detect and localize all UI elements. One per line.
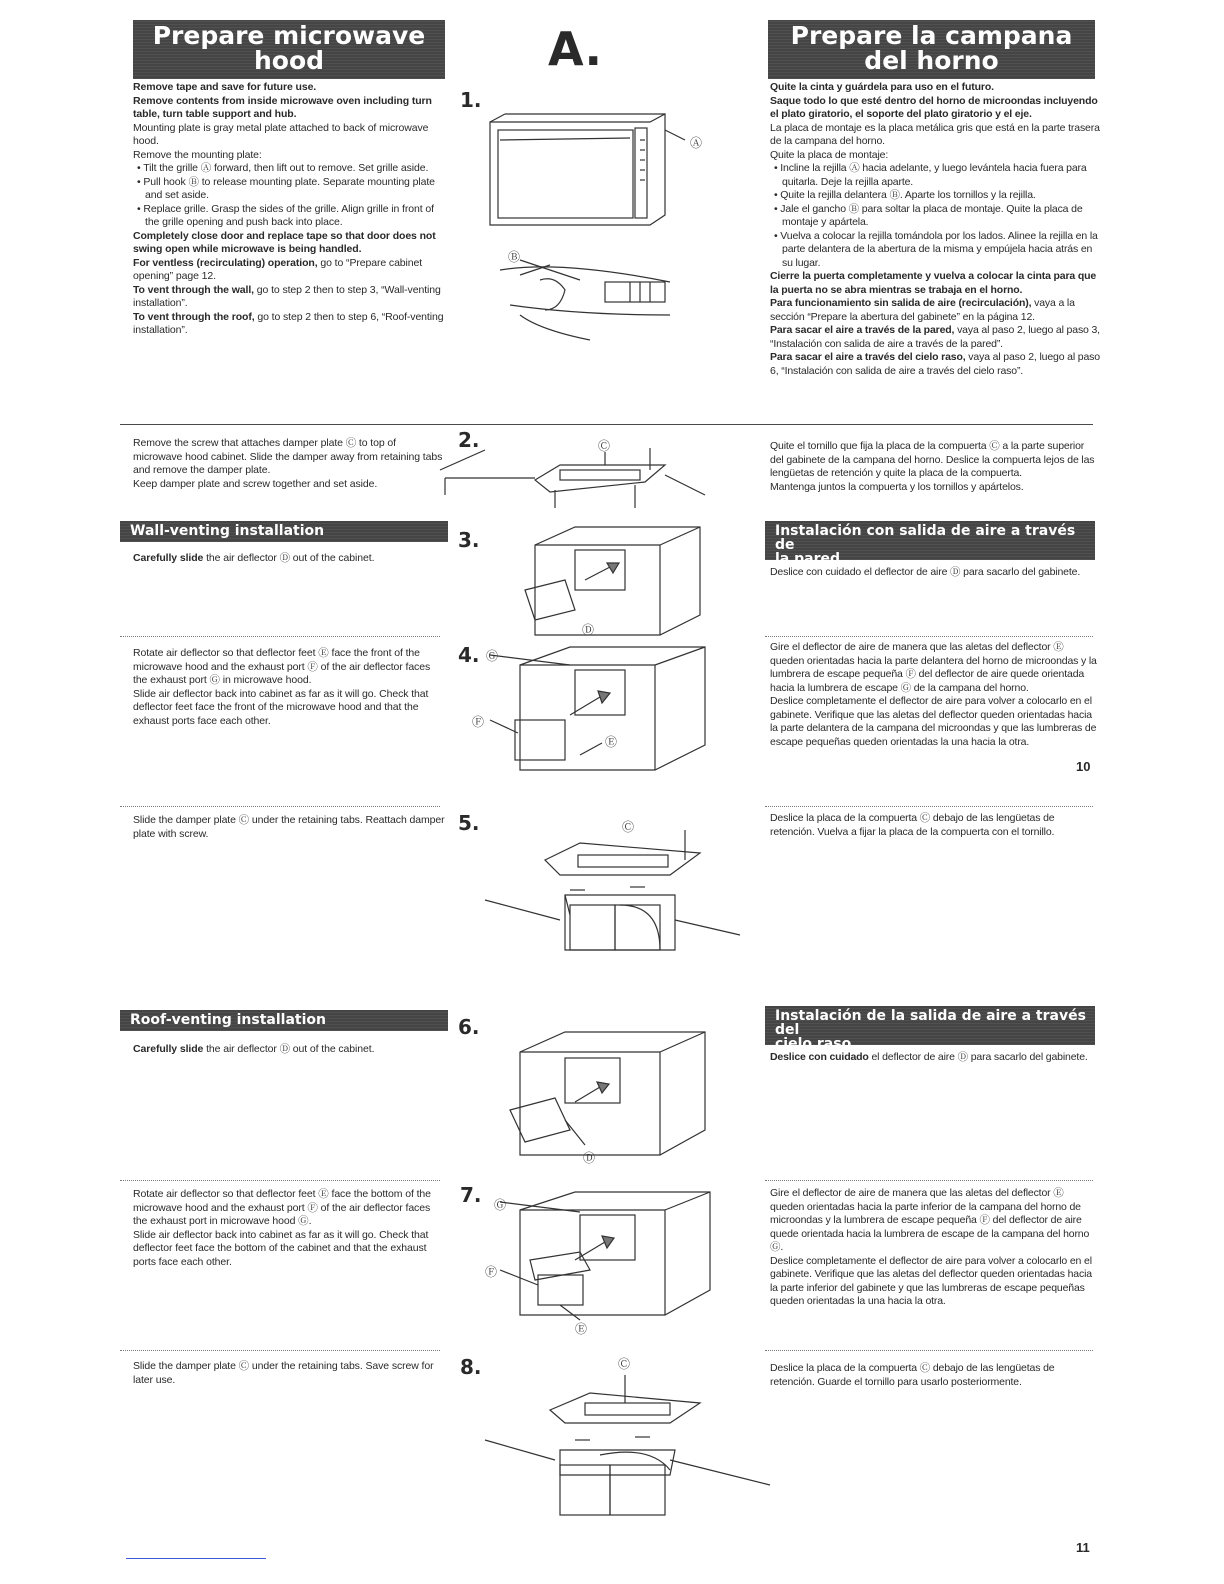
step6-en-rest: the air deflector Ⓓ out of the cabinet. [203, 1043, 375, 1055]
step2-english-text [133, 437, 445, 491]
step6-es-bold: Deslice con cuidado [770, 1051, 869, 1063]
footer-link-rule [126, 1558, 266, 1559]
step4-es-p1: Gire el deflector de aire de manera que las aletas del deflector Ⓔ queden orientadas hacia la parte delantera del horno de microondas y la lumbrera de escape pequeña Ⓕ del deflector de aire quede orientada hacia la lumbrera de escape Ⓖ de la campana del horno. [770, 641, 1097, 694]
page-number: 11 [1076, 1540, 1090, 1555]
divider-4 [120, 1180, 440, 1181]
step8-number: 8. [460, 1355, 482, 1379]
step1-en-bullet2: • Pull hook Ⓑ to release mounting plate. Separate mounting plate and set aside. [137, 175, 435, 201]
step1-en-bullet3: • Replace grille. Grasp the sides of the grille. Align grille in front of the grille opening and push back into place. [137, 202, 434, 228]
step3-label-d: Ⓓ [582, 623, 595, 637]
step7-label-e: Ⓔ [575, 1322, 588, 1336]
title-en-line1: Prepare microwave [152, 21, 426, 50]
divider-5 [120, 1350, 440, 1351]
section-letter: A. [548, 22, 602, 76]
step5-spanish-text [770, 812, 1100, 839]
step1-en-p8: go to step 2 then to step 6, “Roof-venting installation”. [133, 310, 444, 336]
step1-es-p5: Cierre la puerta completamente y vuelva a colocar la cinta para que la puerta no se abra mientras se trabaja en el horno. [770, 270, 1097, 296]
title-en-line2: hood [253, 46, 325, 75]
step1-es-bullet1: • Incline la rejilla Ⓐ hacia adelante, y luego levántela hacia fuera para quitarla. Deje la rejilla aparte. [774, 162, 1087, 188]
step1-en-p1: Remove tape and save for future use. [133, 81, 317, 93]
step7-number: 7. [460, 1183, 482, 1207]
step4-number: 4. [458, 643, 480, 667]
step3-english-text [133, 552, 445, 566]
step4-es-p2: Deslice completamente el deflector de aire para volver a colocarlo en el gabinete. Verifique que las aletas del deflector queden orientadas hacia la parte delantera de la campana del microondas y que las lumbreras de escape pequeñas queden orientadas la una hacia la otra. [770, 695, 1097, 748]
step7-label-g: Ⓖ [494, 1198, 507, 1212]
step1-es-p3: La placa de montaje es la placa metálica gris que está en la parte trasera de la campana del horno. [770, 121, 1100, 147]
step3-spanish-text [770, 566, 1100, 580]
title-es-line1: Prepare la campana [790, 21, 1073, 50]
wall-venting-title-es-1: Instalación con salida de aire a través de [775, 523, 1076, 553]
step4-label-e: Ⓔ [605, 735, 618, 749]
roof-venting-title-es-1: Instalación de la salida de aire a través del [775, 1008, 1086, 1038]
step1-en-p7-bold: To vent through the wall, [133, 283, 254, 296]
step6-deflector-illustration [505, 1030, 715, 1160]
wall-venting-title-en: Wall-venting installation [130, 523, 325, 539]
step2-en-p2: Keep damper plate and screw together and set aside. [133, 477, 378, 490]
wall-venting-banner-es [765, 521, 1095, 567]
step6-english-text [133, 1043, 445, 1057]
step1-en-p3: Mounting plate is gray metal plate attached to back of microwave hood. [133, 121, 429, 147]
step1-en-p2: Remove contents from inside microwave oven including turn table, turn table support and hub. [133, 94, 432, 120]
step1-english-text [133, 81, 445, 338]
divider-2b [765, 636, 1093, 637]
step1-es-bullet2: • Quite la rejilla delantera Ⓑ. Aparte los tornillos y la rejilla. [774, 189, 1036, 201]
step1-es-p4: Quite la placa de montaje: [770, 148, 889, 161]
step3-es: Deslice con cuidado el deflector de aire Ⓓ para sacarlo del gabinete. [770, 566, 1081, 578]
step6-en-bold: Carefully slide [133, 1043, 204, 1055]
step2-damper-illustration [440, 440, 710, 510]
step5-number: 5. [458, 811, 480, 835]
step1-en-p6-bold: For ventless (recirculating) operation, [133, 256, 318, 269]
step1-en-p8-bold: To vent through the roof, [133, 310, 255, 323]
step2-spanish-text [770, 440, 1100, 494]
step2-es-p1: Quite el tornillo que fija la placa de la compuerta Ⓒ a la parte superior del gabinete de la campana del horno. Deslice la compuerta lejos de las lengüetas de retención y quite la placa de la compuerta. [770, 440, 1095, 479]
step1-es-p6-bold: Para funcionamiento sin salida de aire (recirculación), [770, 297, 1032, 309]
divider-1 [120, 424, 1093, 425]
step8-en: Slide the damper plate Ⓒ under the retaining tabs. Save screw for later use. [133, 1360, 434, 1386]
roof-venting-title-en: Roof-venting installation [130, 1012, 326, 1028]
step8-english-text [133, 1360, 445, 1387]
step1-es-p1: Quite la cinta y guárdela para uso en el futuro. [770, 81, 994, 93]
step3-en-rest: the air deflector Ⓓ out of the cabinet. [203, 552, 375, 564]
step4-label-g: Ⓖ [486, 649, 499, 663]
step1-es-p8: vaya al paso 2, luego al paso 6, “Instalación con salida de aire a través del cielo raso”. [770, 351, 1100, 377]
roof-venting-banner-es [765, 1006, 1095, 1052]
step7-es-p2: Deslice completamente el deflector de aire para volver a colocarlo en el gabinete. Verifique que las aletas del deflector queden orientadas hacia la parte inferior del gabinete y que las lumbreras de escape pequeñas queden orientadas la una hacia la otra. [770, 1254, 1092, 1307]
step7-en-p1: Rotate air deflector so that deflector feet Ⓔ face the bottom of the microwave hood and the exhaust port Ⓕ of the air deflector faces the exhaust port in microwave hood Ⓖ. [133, 1188, 431, 1227]
step2-number: 2. [458, 428, 480, 452]
step1-es-p2: Saque todo lo que esté dentro del horno de microondas incluyendo el plato giratorio, el soporte del plato giratorio y el eje. [770, 94, 1098, 120]
step1-en-p7: go to step 2 then to step 3, “Wall-venting installation”. [133, 283, 441, 309]
step5-label-c: Ⓒ [622, 820, 635, 834]
step1-label-b: Ⓑ [508, 250, 521, 264]
step1-microwave-illustration [480, 110, 710, 360]
step7-en-p2: Slide air deflector back into cabinet as far as it will go. Check that deflector feet face the bottom of the cabinet and that the exhaust ports face each other. [133, 1228, 429, 1268]
step4-en-p1: Rotate air deflector so that deflector feet Ⓔ face the front of the microwave hood and the exhaust port Ⓕ of the air deflector faces the exhaust port Ⓖ in microwave hood. [133, 647, 431, 686]
step2-en-p1: Remove the screw that attaches damper plate Ⓒ to top of microwave hood cabinet. Slide the damper away from retaining tabs and remove the damper plate. [133, 437, 443, 476]
divider-4b [765, 1180, 1093, 1181]
step1-es-p7-bold: Para sacar el aire a través de la pared, [770, 324, 955, 336]
side-page-number: 10 [1076, 759, 1091, 774]
step8-label-c: Ⓒ [618, 1357, 631, 1371]
step4-deflector-illustration [480, 645, 720, 775]
step8-damper-illustration [480, 1375, 780, 1525]
step7-es-p1: Gire el deflector de aire de manera que las aletas del deflector Ⓔ queden orientadas hacia la parte inferior de la campana del horno de microondas y la lumbrera de escape pequeña Ⓕ del deflector de aire quede orientada hacia la lumbrera de escape de la campana del horno Ⓖ. [770, 1187, 1090, 1253]
step4-label-f: Ⓕ [472, 715, 485, 729]
step1-es-p6: vaya a la sección “Prepare la abertura del gabinete” en la página 12. [770, 297, 1075, 323]
step1-es-bullet3: • Jale el gancho Ⓑ para soltar la placa de montaje. Quite la placa de montaje y apártela. [774, 202, 1083, 228]
divider-5b [765, 1350, 1093, 1351]
step3-deflector-illustration [515, 525, 715, 640]
title-banner-es [768, 20, 1095, 79]
step2-label-c: Ⓒ [598, 439, 611, 453]
step5-english-text [133, 814, 445, 841]
step4-spanish-text [770, 641, 1100, 749]
step7-deflector-illustration [480, 1190, 720, 1330]
divider-2 [120, 636, 440, 637]
step6-es-rest: el deflector de aire Ⓓ para sacarlo del gabinete. [868, 1051, 1088, 1063]
step1-number: 1. [460, 88, 482, 112]
step6-number: 6. [458, 1015, 480, 1039]
step7-label-f: Ⓕ [485, 1265, 498, 1279]
step1-en-p5: Completely close door and replace tape so that door does not swing open while microwave is being handled. [133, 229, 436, 255]
wall-venting-title-es-2: la pared [775, 551, 841, 567]
wall-venting-banner-en [120, 521, 448, 542]
step1-en-p4: Remove the mounting plate: [133, 148, 262, 161]
step2-es-p2: Mantenga juntos la compuerta y los tornillos y apártelos. [770, 480, 1024, 493]
step4-en-p2: Slide air deflector back into cabinet as far as it will go. Check that deflector feet face the front of the microwave hood and that the exhaust ports face each other. [133, 687, 429, 727]
step5-en: Slide the damper plate Ⓒ under the retaining tabs. Reattach damper plate with screw. [133, 814, 445, 840]
step5-es: Deslice la placa de la compuerta Ⓒ debajo de las lengüetas de retención. Vuelva a fijar la placa de la compuerta con el tornillo. [770, 812, 1055, 838]
step3-en-bold: Carefully slide [133, 552, 204, 564]
step7-spanish-text [770, 1187, 1100, 1309]
step4-english-text [133, 647, 445, 728]
step1-es-bullet4: • Vuelva a colocar la rejilla tomándola por los lados. Alinee la rejilla en la parte delantera de la abertura de la misma y empújela hacia atrás en su lugar. [774, 229, 1098, 269]
step6-label-d: Ⓓ [583, 1151, 596, 1165]
step5-damper-illustration [480, 825, 745, 985]
step3-number: 3. [458, 528, 480, 552]
step8-es: Deslice la placa de la compuerta Ⓒ debajo de las lengüetas de retención. Guarde el tornillo para usarlo posteriormente. [770, 1362, 1055, 1388]
roof-venting-banner-en [120, 1010, 448, 1031]
divider-3 [120, 806, 440, 807]
step1-en-p6: go to “Prepare cabinet opening” page 12. [133, 256, 423, 282]
divider-3b [765, 806, 1093, 807]
step1-label-a: Ⓐ [690, 136, 703, 150]
title-es-line2: del horno [864, 46, 999, 75]
step1-es-p8-bold: Para sacar el aire a través del cielo raso, [770, 351, 966, 363]
step1-en-bullet1: • Tilt the grille Ⓐ forward, then lift out to remove. Set grille aside. [137, 162, 429, 174]
title-banner-en [133, 20, 445, 79]
step8-spanish-text [770, 1362, 1100, 1389]
step1-spanish-text [770, 81, 1100, 378]
step6-spanish-text [770, 1051, 1100, 1065]
step7-english-text [133, 1188, 445, 1269]
roof-venting-title-es-2: cielo raso [775, 1036, 852, 1052]
step1-es-p7: vaya al paso 2, luego al paso 3, “Instalación con salida de aire a través de la pared”. [770, 324, 1100, 350]
